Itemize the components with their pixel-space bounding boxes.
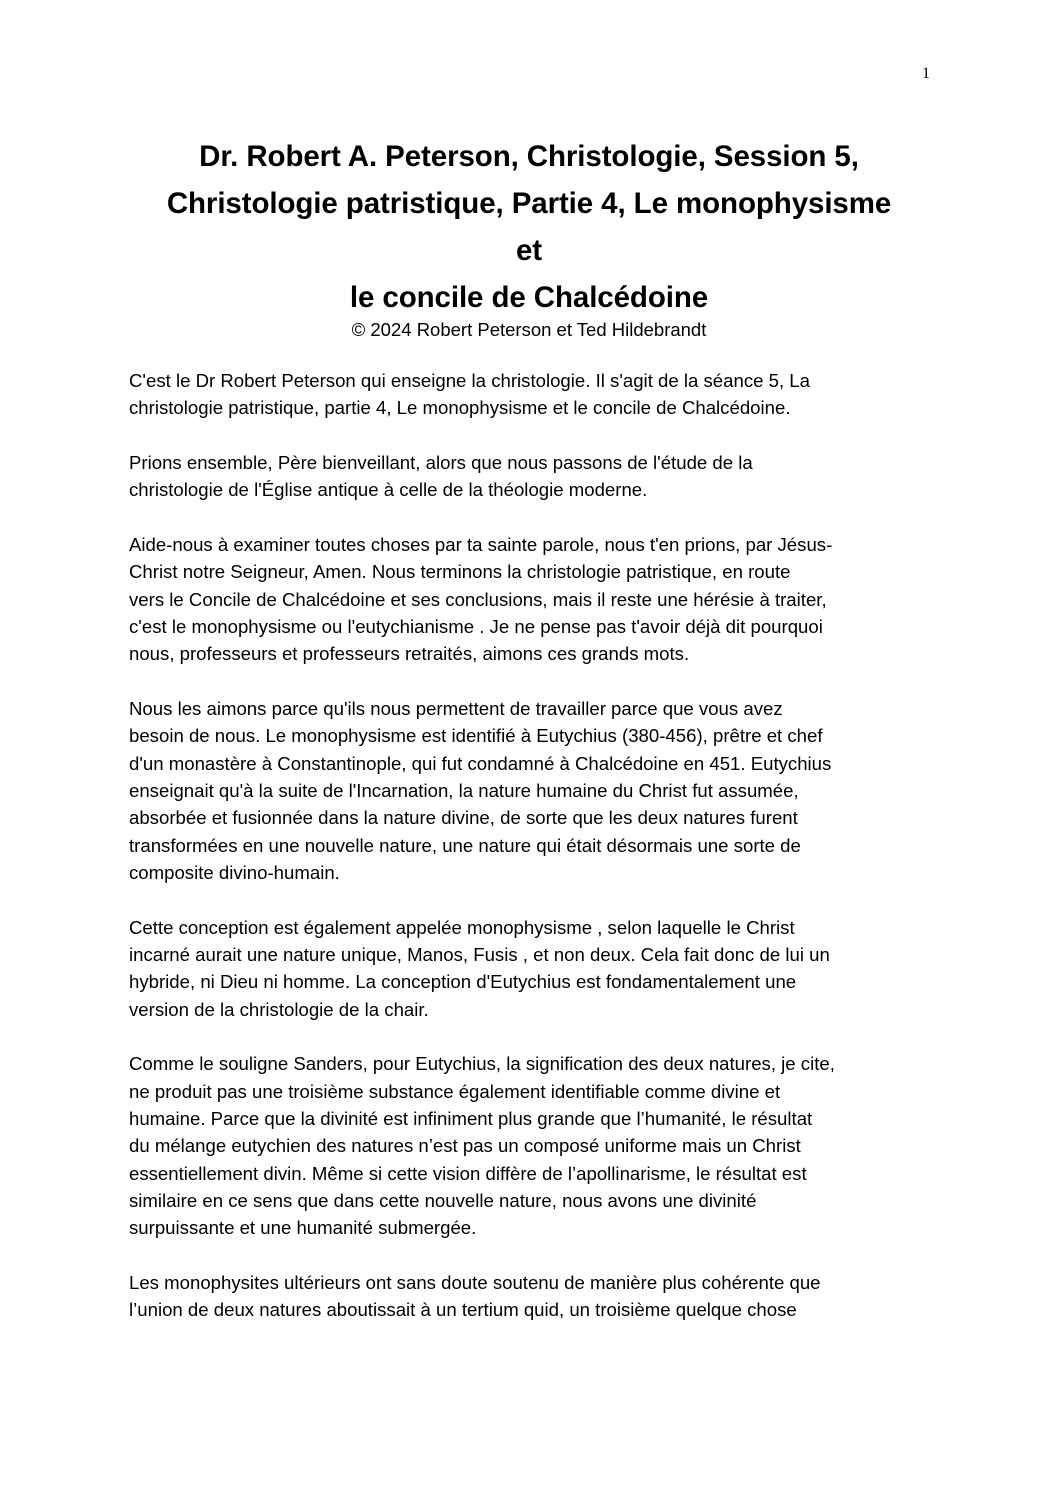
title-line: Christologie patristique, Partie 4, Le monophysisme xyxy=(166,187,892,220)
text-line: Les monophysites ultérieurs ont sans doute soutenu de manière plus cohérente que xyxy=(129,1272,821,1294)
page-number: 1 xyxy=(922,65,930,82)
body-text xyxy=(129,367,939,1351)
text-line: christologie de l'Église antique à celle de la théologie moderne. xyxy=(129,479,648,501)
text-line: ne produit pas une troisième substance également identifiable comme divine et xyxy=(129,1080,781,1102)
text-line: Cette conception est également appelée monophysisme , selon laquelle le Christ xyxy=(129,916,795,938)
text-line: nous, professeurs et professeurs retraités, aimons ces grands mots. xyxy=(129,643,690,665)
text-line: Prions ensemble, Père bienveillant, alors que nous passons de l'étude de la xyxy=(129,452,753,474)
paragraph xyxy=(129,449,939,504)
text-line: vers le Concile de Chalcédoine et ses conclusions, mais il reste une hérésie à traiter, xyxy=(129,588,827,610)
text-line: enseignait qu'à la suite de l'Incarnation, la nature humaine du Christ fut assumée, xyxy=(129,780,799,802)
paragraph xyxy=(129,1050,939,1241)
text-line: similaire en ce sens que dans cette nouvelle nature, nous avons une divinité xyxy=(129,1189,757,1211)
text-line: Christ notre Seigneur, Amen. Nous terminons la christologie patristique, en route xyxy=(129,561,791,583)
text-line: absorbée et fusionnée dans la nature divine, de sorte que les deux natures furent xyxy=(129,807,798,829)
text-line: christologie patristique, partie 4, Le monophysisme et le concile de Chalcédoine. xyxy=(129,397,791,419)
text-line: C'est le Dr Robert Peterson qui enseigne la christologie. Il s'agit de la séance 5, La xyxy=(129,370,810,391)
text-line: composite divino-humain. xyxy=(129,861,340,883)
paragraph xyxy=(129,531,939,667)
paragraph xyxy=(129,914,939,1023)
text-line: besoin de nous. Le monophysisme est identifié à Eutychius (380-456), prêtre et chef xyxy=(129,725,823,747)
text-line: transformées en une nouvelle nature, une nature qui était désormais une sorte de xyxy=(129,834,801,856)
text-line: Comme le souligne Sanders, pour Eutychius, la signification des deux natures, je cite, xyxy=(129,1053,835,1075)
text-line: du mélange eutychien des natures n’est pas un composé uniforme mais un Christ xyxy=(129,1135,801,1157)
paragraph xyxy=(129,695,939,886)
text-line: Aide-nous à examiner toutes choses par ta sainte parole, nous t'en prions, par Jésus- xyxy=(129,534,833,556)
text-line: d'un monastère à Constantinople, qui fut condamné à Chalcédoine en 451. Eutychius xyxy=(129,752,832,774)
paragraph xyxy=(129,367,939,422)
copyright-notice: © 2024 Robert Peterson et Ted Hildebrandt xyxy=(351,319,707,340)
title-line: Dr. Robert A. Peterson, Christologie, Session 5, xyxy=(199,140,859,173)
text-line: c'est le monophysisme ou l'eutychianisme . Je ne pense pas t'avoir déjà dit pourquoi xyxy=(129,616,823,638)
text-line: Nous les aimons parce qu'ils nous permettent de travailler parce que vous avez xyxy=(129,698,783,720)
text-line: humaine. Parce que la divinité est infiniment plus grande que l’humanité, le résultat xyxy=(129,1108,813,1130)
text-line: incarné aurait une nature unique, Manos, Fusis , et non deux. Cela fait donc de lui un xyxy=(129,944,830,966)
text-line: hybride, ni Dieu ni homme. La conception d'Eutychius est fondamentalement une xyxy=(129,971,797,993)
text-line: l’union de deux natures aboutissait à un tertium quid, un troisième quelque chose xyxy=(129,1299,797,1321)
title-line: et xyxy=(515,234,543,267)
title-block xyxy=(110,133,948,343)
text-line: surpuissante et une humanité submergée. xyxy=(129,1217,477,1239)
paragraph xyxy=(129,1269,939,1324)
text-line: version de la christologie de la chair. xyxy=(129,998,429,1020)
text-line: essentiellement divin. Même si cette vision diffère de l’apollinarisme, le résultat est xyxy=(129,1162,807,1184)
title-line: le concile de Chalcédoine xyxy=(349,281,709,314)
